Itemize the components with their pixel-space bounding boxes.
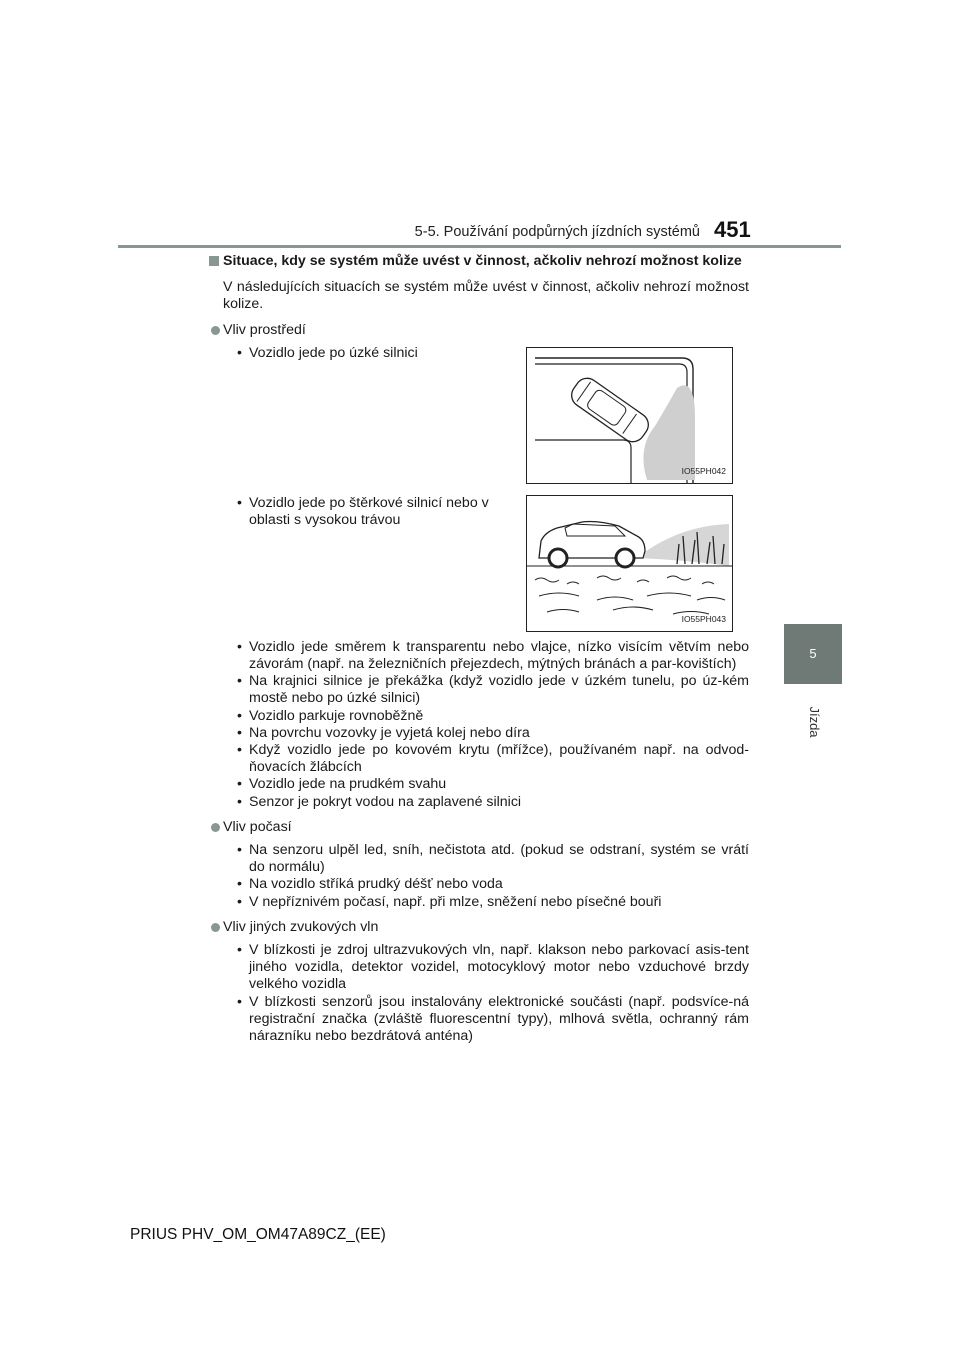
- page-number: 451: [714, 217, 751, 242]
- section-heading: [204, 253, 749, 270]
- list-item: • Vozidlo jede směrem k transparentu nebo vlajce, nízko visícím větvím nebo závorám (např. na železničních přejezdech, mýtných bránách a par-kovištích): [237, 639, 749, 673]
- figure-code: IO55PH042: [681, 465, 726, 476]
- list-item: • Na povrchu vozovky je vyjetá kolej nebo díra: [237, 725, 749, 742]
- category-environment: [204, 322, 749, 339]
- narrow-road-illustration: [526, 347, 733, 484]
- list-item: • Na senzoru ulpěl led, sníh, nečistota atd. (pokud se odstraní, systém se vrátí do normálu): [237, 842, 749, 876]
- list-item: • V nepříznivém počasí, např. při mlze, sněžení nebo písečné bouři: [237, 894, 749, 911]
- category-weather: [204, 819, 749, 836]
- list-item: • Senzor je pokryt vodou na zaplavené silnici: [237, 794, 749, 811]
- list-item: • Na krajnici silnice je překážka (když vozidlo jede v úzkém tunelu, po úz-kém mostě nebo po úzké silnici): [237, 673, 749, 707]
- section-intro: V následujících situacích se systém může uvést v činnost, ačkoliv nehrozí možnost kolize.: [223, 279, 749, 313]
- category-sound: [204, 919, 749, 936]
- chapter-tab: 5: [784, 624, 842, 684]
- figure-item-text: • Vozidlo jede po úzké silnici: [237, 345, 519, 362]
- sound-list: [204, 942, 749, 1045]
- figure-code: IO55PH043: [681, 613, 726, 624]
- category-title: Vliv jiných zvukových vln: [223, 918, 379, 935]
- list-item: • Vozidlo parkuje rovnoběžně: [237, 708, 749, 725]
- gravel-road-illustration: [526, 495, 733, 632]
- circle-bullet-icon: [211, 923, 220, 932]
- weather-list: [204, 842, 749, 911]
- figure-item-text: • Vozidlo jede po štěrkové silnicí nebo v oblasti s vysokou trávou: [237, 495, 519, 529]
- footer-document-code: PRIUS PHV_OM_OM47A89CZ_(EE): [130, 1226, 386, 1243]
- category-title: Vliv prostředí: [223, 321, 306, 338]
- figure-item: [204, 345, 749, 495]
- list-item: • Když vozidlo jede po kovovém krytu (mřížce), používaném např. na odvod-ňovacích žlábcích: [237, 742, 749, 776]
- list-item: • V blízkosti je zdroj ultrazvukových vln, např. klakson nebo parkovací asis-tent jiného vozidla, detektor vozidel, motocyklový motor nebo vzduchové brzdy velkého vozidla: [237, 942, 749, 994]
- list-item: • Vozidlo jede na prudkém svahu: [237, 776, 749, 793]
- circle-bullet-icon: [211, 326, 220, 335]
- header-rule: [118, 245, 841, 248]
- page-content: [204, 253, 749, 1045]
- circle-bullet-icon: [211, 823, 220, 832]
- square-bullet-icon: [209, 256, 219, 266]
- list-item: • Na vozidlo stříká prudký déšť nebo voda: [237, 876, 749, 893]
- list-item: • V blízkosti senzorů jsou instalovány elektronické součásti (např. podsvíce-ná registrační značka (zvláště fluorescentní typy), mlhová světla, ochranný rám nárazníku nebo bezdrátová anténa): [237, 994, 749, 1046]
- section-heading-text: Situace, kdy se systém může uvést v činnost, ačkoliv nehrozí možnost kolize: [223, 253, 742, 269]
- header-section-title: 5-5. Používání podpůrných jízdních systémů: [414, 224, 700, 240]
- chapter-tab-label: Jízda: [807, 706, 822, 738]
- figure-item: [204, 495, 749, 633]
- category-title: Vliv počasí: [223, 818, 292, 835]
- environment-list: [204, 639, 749, 811]
